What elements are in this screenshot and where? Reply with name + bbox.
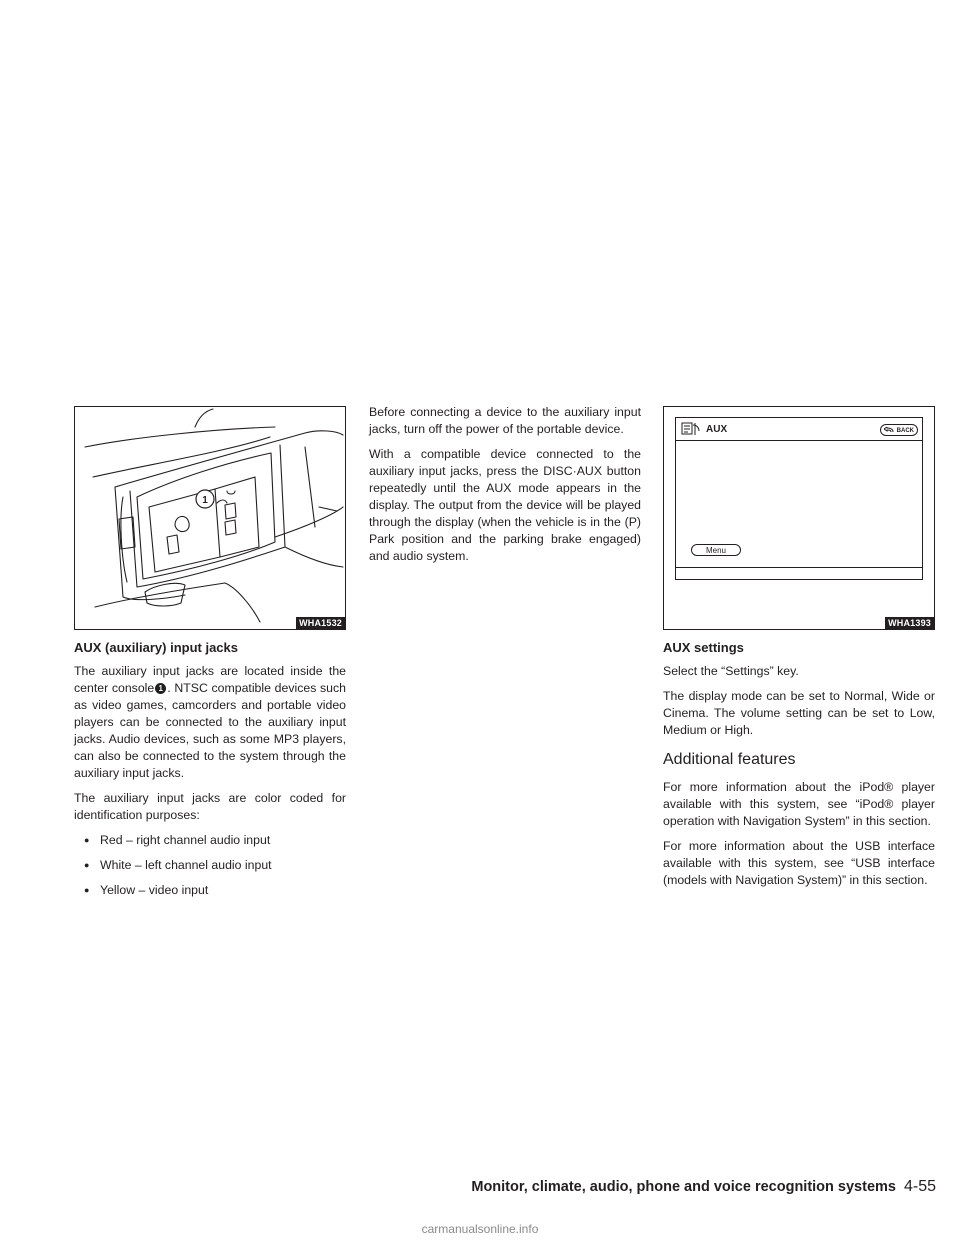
back-button[interactable]: [880, 424, 918, 436]
paragraph-usb-info: For more information about the USB interface available with this system, see “USB interface (models with Navigation System)” in this section.: [663, 839, 935, 887]
column-left: [74, 406, 346, 907]
figure-callout-1: 1: [202, 495, 208, 506]
paragraph-aux-location: [74, 663, 346, 782]
back-button-label: BACK: [896, 428, 914, 434]
para-text-b: . NTSC compatible devices such as video games, camcorders and portable video players can be connected to the auxiliary input jacks. Audio devices, such as some MP3 players, can also be connected to the system through the auxiliary input jacks.: [74, 681, 346, 780]
list-item: [84, 857, 346, 874]
list-item-text: White – left channel audio input: [100, 858, 272, 872]
watermark-text: carmanualsonline.info: [421, 1222, 539, 1236]
bullet-icon: ●: [84, 835, 90, 845]
figure-code: WHA1393: [885, 617, 934, 629]
section-heading-aux-settings: AUX settings: [663, 640, 744, 655]
section-title-additional-features: Additional features: [663, 751, 796, 768]
screen-footer-line: [676, 567, 922, 568]
callout-number: 1: [155, 683, 166, 694]
aux-screen-figure: [663, 406, 935, 630]
screen-title: AUX: [706, 424, 728, 435]
section-heading-aux-jacks: AUX (auxiliary) input jacks: [74, 640, 238, 655]
column-middle: [369, 404, 641, 573]
para-text-a: The auxiliary input jacks are located inside the center console: [74, 664, 346, 695]
back-arrow-icon: [884, 427, 894, 434]
page-footer: [410, 1178, 936, 1196]
list-item-text: Red – right channel audio input: [100, 833, 271, 847]
list-item: [84, 882, 346, 899]
column-right: [663, 406, 935, 897]
bullet-icon: ●: [84, 860, 90, 870]
aux-jack-icon: [681, 421, 701, 437]
paragraph-ipod-info: For more information about the iPod® player available with this system, see “iPod® player operation with Navigation System” in this section.: [663, 780, 935, 828]
jack-color-list: [84, 832, 346, 899]
list-item-text: Yellow – video input: [100, 883, 209, 897]
paragraph-color-coded: The auxiliary input jacks are color coded for identification purposes:: [74, 791, 346, 822]
paragraph-select-settings: Select the “Settings” key.: [663, 664, 799, 678]
figure-code: WHA1532: [296, 617, 345, 629]
paragraph-power-off: Before connecting a device to the auxiliary input jacks, turn off the power of the portable device.: [369, 405, 641, 436]
menu-button[interactable]: Menu: [691, 544, 741, 556]
console-illustration: [75, 407, 345, 629]
aux-screen: [675, 417, 923, 580]
page-number: 4-55: [903, 1178, 936, 1195]
bullet-icon: ●: [84, 885, 90, 895]
console-figure: [74, 406, 346, 630]
screen-header: [676, 418, 922, 441]
list-item: [84, 832, 346, 849]
paragraph-display-mode: The display mode can be set to Normal, Wide or Cinema. The volume setting can be set to Low, Medium or High.: [663, 689, 935, 737]
footer-section-title: Monitor, climate, audio, phone and voice recognition systems: [471, 1179, 896, 1195]
paragraph-disc-aux: With a compatible device connected to the auxiliary input jacks, press the DISC·AUX button repeatedly until the AUX mode appears in the display. The output from the device will be played through the display (when the vehicle is in the (P) Park position and the parking brake engaged) and audio system.: [369, 447, 641, 563]
